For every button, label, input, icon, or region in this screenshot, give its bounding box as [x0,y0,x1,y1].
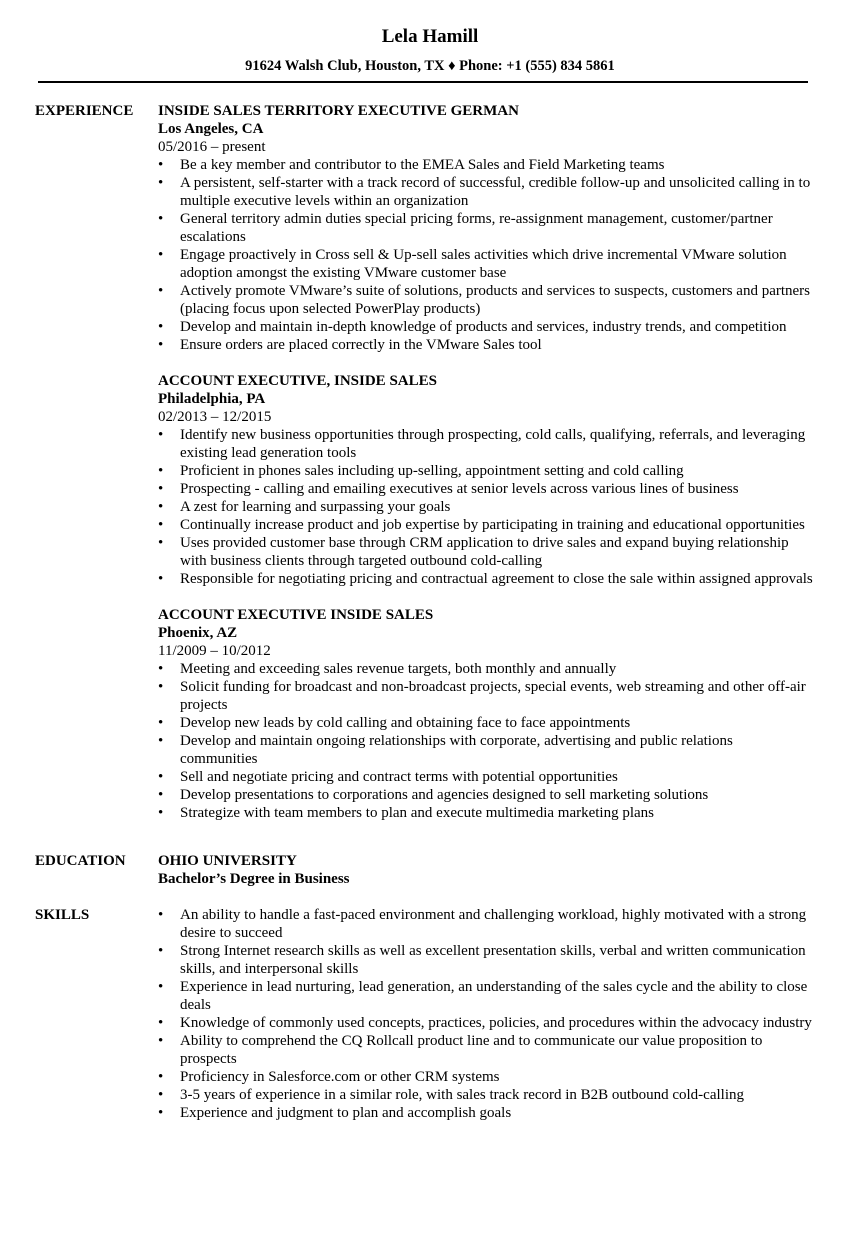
list-item: • Responsible for negotiating pricing and contractual agreement to close the sale within assigned approvals [158,571,813,587]
education-body [158,852,860,888]
bullet-icon: • [158,769,164,785]
bullet-icon: • [158,337,164,353]
bullet-icon: • [158,463,164,479]
bullet-icon: • [158,157,164,173]
list-item: • Experience and judgment to plan and accomplish goals [158,1105,512,1121]
list-item: • An ability to handle a fast-paced environment and challenging workload, highly motivated with a strong desire to succeed [158,907,807,941]
school-name: OHIO UNIVERSITY [158,853,297,869]
list-item: • Be a key member and contributor to the EMEA Sales and Field Marketing teams [158,157,665,173]
job-bullets [158,426,814,588]
job-title: INSIDE SALES TERRITORY EXECUTIVE GERMAN [158,103,519,119]
list-item: • 3-5 years of experience in a similar role, with sales track record in B2B outbound cold-calling [158,1087,744,1103]
list-item: • Uses provided customer base through CRM application to drive sales and expand buying relationship with business clients through targeted outbound cold-calling [158,535,789,569]
skills-label: SKILLS [35,907,90,923]
bullet-icon: • [158,247,164,263]
list-item: • A persistent, self-starter with a track record of successful, credible follow-up and unsolicited calling in to multiple executive levels within an organization [158,175,811,209]
list-item: • Proficiency in Salesforce.com or other CRM systems [158,1069,500,1085]
job-dates: 02/2013 – 12/2015 [158,409,272,425]
list-item: • Develop and maintain in-depth knowledge of products and services, industry trends, and competition [158,319,787,335]
bullet-icon: • [158,499,164,515]
list-item: • Strong Internet research skills as well as excellent presentation skills, verbal and written communication skills, and interpersonal skills [158,943,806,977]
list-item: • Solicit funding for broadcast and non-broadcast projects, special events, web streaming and other off-air projects [158,679,806,713]
list-item: • Strategize with team members to plan and execute multimedia marketing plans [158,805,655,821]
bullet-icon: • [158,283,164,299]
bullet-icon: • [158,715,164,731]
bullet-icon: • [158,175,164,191]
list-item: • Develop and maintain ongoing relationships with corporate, advertising and public relations communities [158,733,733,767]
list-item: • Actively promote VMware’s suite of solutions, products and services to suspects, customers and partners (placing focus upon selected PowerPlay products) [158,283,811,317]
bullet-icon: • [158,661,164,677]
bullet-icon: • [158,979,164,995]
bullet-icon: • [158,517,164,533]
list-item: • Sell and negotiate pricing and contract terms with potential opportunities [158,769,618,785]
skills-list [158,906,814,1122]
skills-section [0,906,860,1122]
job-title: ACCOUNT EXECUTIVE, INSIDE SALES [158,373,437,389]
list-item: • General territory admin duties special pricing forms, re-assignment management, customer/partner escalations [158,211,773,245]
job-location: Phoenix, AZ [158,625,238,641]
candidate-name: Lela Hamill [381,26,479,47]
bullet-icon: • [158,1015,164,1031]
bullet-icon: • [158,943,164,959]
job-location: Los Angeles, CA [158,121,264,137]
experience-section [0,102,860,840]
contact-line: 91624 Walsh Club, Houston, TX ♦ Phone: +1 (555) 834 5861 [245,58,615,74]
list-item: • Identify new business opportunities through prospecting, cold calls, qualifying, referrals, and leveraging existing lead generation tools [158,427,806,461]
job-entry [158,102,814,354]
job-location: Philadelphia, PA [158,391,266,407]
bullet-icon: • [158,907,164,923]
list-item: • Prospecting - calling and emailing executives at senior levels across various lines of business [158,481,739,497]
list-item: • Proficient in phones sales including up-selling, appointment setting and cold calling [158,463,684,479]
job-title: ACCOUNT EXECUTIVE INSIDE SALES [158,607,434,623]
bullet-icon: • [158,733,164,749]
skills-body [158,906,860,1122]
list-item: • Meeting and exceeding sales revenue targets, both monthly and annually [158,661,617,677]
bullet-icon: • [158,211,164,227]
bullet-icon: • [158,571,164,587]
list-item: • Knowledge of commonly used concepts, practices, policies, and procedures within the advocacy industry [158,1015,812,1031]
header-divider [38,81,808,83]
job-bullets [158,156,814,354]
bullet-icon: • [158,679,164,695]
list-item: • Ability to comprehend the CQ Rollcall product line and to communicate our value proposition to prospects [158,1033,763,1067]
list-item: • Develop presentations to corporations and agencies designed to sell marketing solutions [158,787,709,803]
education-label: EDUCATION [35,853,126,869]
list-item: • Experience in lead nurturing, lead generation, an understanding of the sales cycle and the ability to close deals [158,979,808,1013]
bullet-icon: • [158,805,164,821]
education-section [0,852,860,888]
job-dates: 05/2016 – present [158,139,266,155]
bullet-icon: • [158,1069,164,1085]
list-item: • Continually increase product and job expertise by participating in training and educational opportunities [158,517,805,533]
bullet-icon: • [158,1087,164,1103]
list-item: • Develop new leads by cold calling and obtaining face to face appointments [158,715,631,731]
bullet-icon: • [158,787,164,803]
bullet-icon: • [158,319,164,335]
list-item: • Ensure orders are placed correctly in the VMware Sales tool [158,337,542,353]
job-bullets [158,660,814,822]
bullet-icon: • [158,1105,164,1121]
job-entry [158,372,814,588]
experience-label: EXPERIENCE [35,103,134,119]
experience-body [158,102,860,840]
job-dates: 11/2009 – 10/2012 [158,643,271,659]
bullet-icon: • [158,1033,164,1049]
list-item: • A zest for learning and surpassing your goals [158,499,451,515]
list-item: • Engage proactively in Cross sell & Up-sell sales activities which drive incremental VMware solution adoption amongst the existing VMware customer base [158,247,787,281]
bullet-icon: • [158,535,164,551]
job-entry [158,606,814,822]
bullet-icon: • [158,481,164,497]
bullet-icon: • [158,427,164,443]
degree-name: Bachelor’s Degree in Business [158,871,350,887]
